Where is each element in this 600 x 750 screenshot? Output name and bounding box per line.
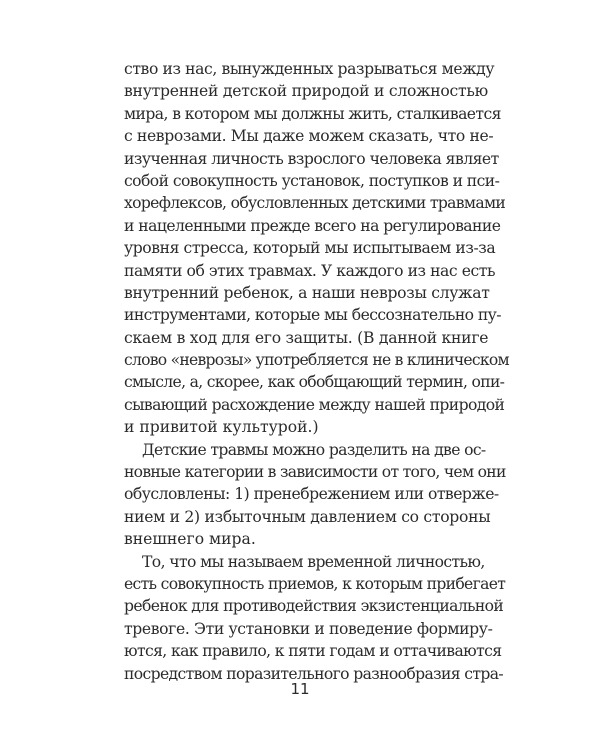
text-line: и привитой культурой.) xyxy=(124,418,319,437)
text-line: Детские травмы можно разделить на две ос- xyxy=(142,440,486,459)
text-line: слово «неврозы» употребляется не в клиническом xyxy=(124,351,509,370)
page-number: 11 xyxy=(290,680,310,698)
text-line: обусловлены: 1) пренебрежением или отверже- xyxy=(124,485,499,504)
body-text xyxy=(124,58,509,685)
text-line: То, что мы называем временной личностью, xyxy=(142,552,485,571)
text-line: ются, как правило, к пяти годам и оттачиваются xyxy=(124,642,502,661)
text-line: тревоге. Эти установки и поведение формиру- xyxy=(124,619,493,638)
text-line: изученная личность взрослого человека являет xyxy=(124,149,499,168)
text-line: есть совокупность приемов, к которым прибегает xyxy=(124,574,506,593)
text-line: собой совокупность установок, поступков и пси- xyxy=(124,171,500,190)
text-line: с неврозами. Мы даже можем сказать, что не- xyxy=(124,127,494,146)
text-line: посредством поразительного разнообразия стра- xyxy=(124,664,503,683)
text-line: смысле, а, скорее, как обобщающий термин, опи- xyxy=(124,373,505,392)
text-line: памяти об этих травмах. У каждого из нас есть xyxy=(124,261,495,280)
text-line: хорефлексов, обусловленных детскими травмами xyxy=(124,194,506,213)
text-line: инструментами, которые мы бессознательно пу- xyxy=(124,306,501,325)
text-line: уровня стресса, который мы испытываем из-за xyxy=(124,239,496,258)
text-line: внешнего мира. xyxy=(124,530,256,549)
text-line: сывающий расхождение между нашей природой xyxy=(124,395,505,414)
text-line: новные категории в зависимости от того, чем они xyxy=(124,463,506,482)
text-line: ство из нас, вынужденных разрываться между xyxy=(124,60,495,78)
text-line: внутренней детской природой и сложностью xyxy=(124,82,489,101)
text-line: ребенок для противодействия экзистенциальной xyxy=(124,597,504,616)
text-line: и нацеленными прежде всего на регулирование xyxy=(124,216,501,235)
text-line: нием и 2) избыточным давлением со стороны xyxy=(124,507,491,526)
text-line: мира, в котором мы должны жить, сталкивается xyxy=(124,104,501,123)
text-line: внутренний ребенок, а наши неврозы служат xyxy=(124,283,490,302)
text-line: скаем в ход для его защиты. (В данной книге xyxy=(124,328,489,347)
